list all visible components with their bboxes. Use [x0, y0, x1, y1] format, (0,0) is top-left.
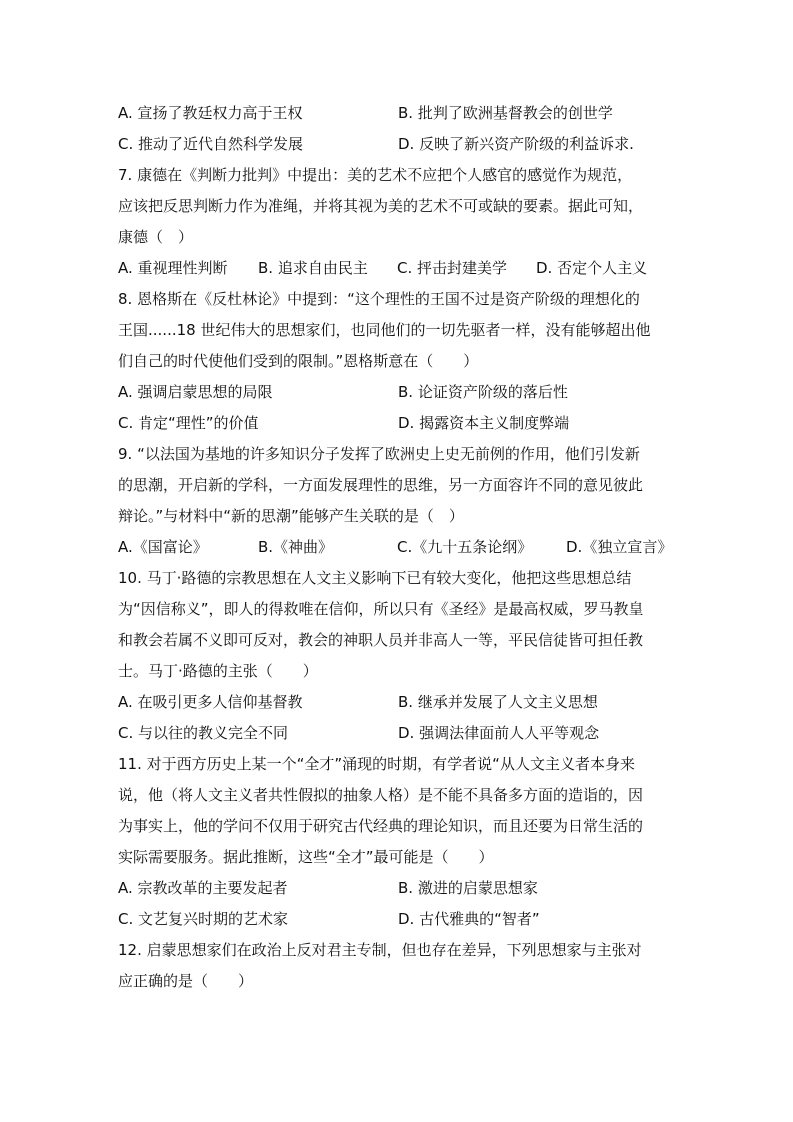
q9-option-b[interactable]: B.《神曲》 — [258, 538, 334, 556]
q11-stem-line-4: 实际需要服务。据此推断，这些“全才”最可能是（ ） — [118, 848, 494, 866]
q11-option-c[interactable]: C. 文艺复兴时期的艺术家 — [118, 910, 289, 928]
q8-option-d[interactable]: D. 揭露资本主义制度弊端 — [398, 414, 570, 432]
q8-options-row-2 — [118, 408, 680, 439]
q6-option-d[interactable]: D. 反映了新兴资产阶级的利益诉求. — [398, 135, 634, 153]
q8-stem-line-1: 8. 恩格斯在《反杜林论》中提到：“这个理性的王国不过是资产阶级的理想化的 — [118, 290, 640, 308]
exam-page — [118, 98, 680, 997]
q10-options-row-1 — [118, 687, 680, 718]
q7-stem-line-2: 应该把反思判断力作为准绳，并将其视为美的艺术不可或缺的要素。据此可知， — [118, 197, 644, 215]
q9-options-row — [118, 532, 680, 563]
q10-option-a[interactable]: A. 在吸引更多人信仰基督教 — [118, 693, 303, 711]
q7-option-c[interactable]: C. 抨击封建美学 — [397, 259, 508, 277]
q11-option-d[interactable]: D. 古代雅典的“智者” — [398, 910, 540, 928]
q10-stem-line-3: 和教会若属不义即可反对，教会的神职人员并非高人一等，平民信徒皆可担任教 — [118, 631, 644, 649]
q11-options-row-2 — [118, 904, 680, 935]
q7-options-row — [118, 253, 680, 284]
q10-option-d[interactable]: D. 强调法律面前人人平等观念 — [398, 724, 600, 742]
q11-option-b[interactable]: B. 激进的启蒙思想家 — [398, 879, 538, 897]
q8-stem-line-3: 们自己的时代使他们受到的限制。”恩格斯意在（ ） — [118, 352, 479, 370]
q8-option-c[interactable]: C. 肯定“理性”的价值 — [118, 414, 259, 432]
q6-option-c[interactable]: C. 推动了近代自然科学发展 — [118, 135, 304, 153]
q6-option-a[interactable]: A. 宣扬了教廷权力高于王权 — [118, 104, 303, 122]
q7-option-b[interactable]: B. 追求自由民主 — [258, 259, 368, 277]
q10-stem-line-1: 10. 马丁·路德的宗教思想在人文主义影响下已有较大变化，他把这些思想总结 — [118, 569, 632, 587]
q9-stem-line-2: 的思潮，开启新的学科，一方面发展理性的思维，另一方面容许不同的意见彼此 — [118, 476, 644, 494]
q12-stem-line-2: 应正确的是（ ） — [118, 972, 254, 990]
q8-stem-line-2: 王国......18 世纪伟大的思想家们，也同他们的一切先驱者一样，没有能够超出他 — [118, 321, 651, 339]
q7-option-a[interactable]: A. 重视理性判断 — [118, 259, 228, 277]
q11-stem-line-3: 为事实上，他的学问不仅用于研究古代经典的理论知识，而且还要为日常生活的 — [118, 817, 644, 835]
q11-stem-line-2: 说，他（将人文主义者共性假拟的抽象人格）是不能不具备多方面的造诣的，因 — [118, 786, 644, 804]
q11-stem-line-1: 11. 对于西方历史上某一个“全才”涌现的时期，有学者说“从人文主义者本身来 — [118, 755, 635, 773]
q7-option-d[interactable]: D. 否定个人主义 — [536, 259, 648, 277]
q11-options-row-1 — [118, 873, 680, 904]
q9-option-c[interactable]: C.《九十五条论纲》 — [397, 538, 533, 556]
q11-option-a[interactable]: A. 宗教改革的主要发起者 — [118, 879, 288, 897]
q7-stem-line-1: 7. 康德在《判断力批判》中提出：美的艺术不应把个人感官的感觉作为规范， — [118, 166, 633, 184]
q9-option-a[interactable]: A.《国富论》 — [118, 538, 208, 556]
q10-option-b[interactable]: B. 继承并发展了人文主义思想 — [398, 693, 598, 711]
q12-stem-line-1: 12. 启蒙思想家们在政治上反对君主专制，但也存在差异，下列思想家与主张对 — [118, 941, 642, 959]
q6-options-row-1 — [118, 98, 680, 129]
q9-option-d[interactable]: D.《独立宣言》 — [566, 538, 673, 556]
q10-stem-line-4: 士。马丁·路德的主张（ ） — [118, 662, 318, 680]
q8-option-b[interactable]: B. 论证资产阶级的落后性 — [398, 383, 568, 401]
q10-option-c[interactable]: C. 与以往的教义完全不同 — [118, 724, 289, 742]
q10-options-row-2 — [118, 718, 680, 749]
q6-option-b[interactable]: B. 批判了欧洲基督教会的创世学 — [398, 104, 613, 122]
q9-stem-line-3: 辩论。”与材料中“新的思潮”能够产生关联的是（ ） — [118, 507, 464, 525]
q6-options-row-2 — [118, 129, 680, 160]
q10-stem-line-2: 为“因信称义”，即人的得救唯在信仰，所以只有《圣经》是最高权威，罗马教皇 — [118, 600, 644, 618]
q8-option-a[interactable]: A. 强调启蒙思想的局限 — [118, 383, 273, 401]
q7-stem-line-3: 康德（ ） — [118, 228, 194, 246]
q8-options-row-1 — [118, 377, 680, 408]
q9-stem-line-1: 9. “以法国为基地的许多知识分子发挥了欧洲史上史无前例的作用，他们引发新 — [118, 445, 640, 463]
